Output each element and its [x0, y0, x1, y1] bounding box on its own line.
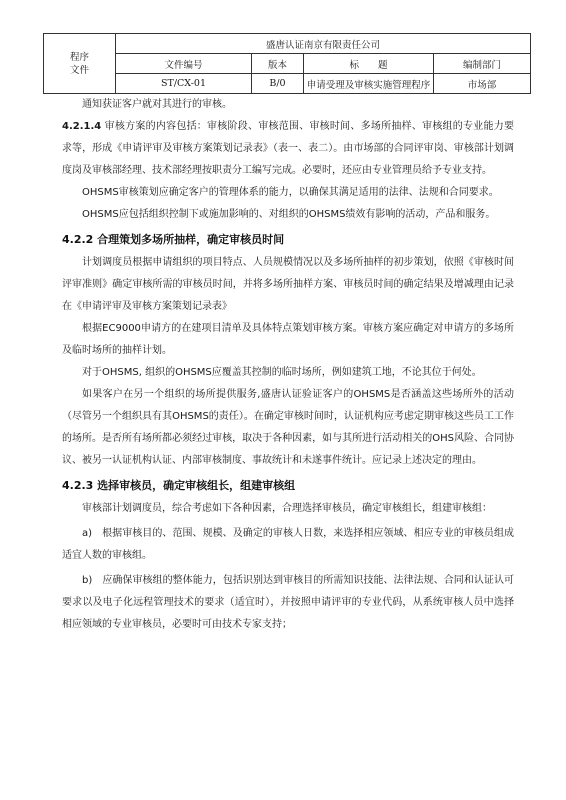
- department-value: 市场部: [434, 74, 531, 94]
- document-type-cell: [44, 34, 116, 94]
- paragraph: 通知获证客户就对其进行的审核。: [82, 99, 232, 110]
- paragraph: 如果客户在另一个组织的场所提供服务,盛唐认证验证客户的OHSMS是否涵盖这些场所外的活动（尽管另一个组织具有其OHSMS的责任）。在确定审核时间时，认证机构应考虑定期审核这些员工工作的场所。是否所有场所都必须经过审核，取决于各种因素，如与其所进行活动相关的OHS风险、合同协议、被另一认证机构认证、内部审核制度、事故统计和未遂事件统计。应记录上述决定的理由。: [62, 389, 514, 466]
- document-type-line1: 程序: [69, 51, 89, 63]
- paragraph: 对于OHSMS, 组织的OHSMS应覆盖其控制的临时场所，例如建筑工地，不论其位于何处。: [82, 367, 482, 378]
- version-value: B/0: [252, 74, 304, 94]
- file-number-value: ST/CX-01: [116, 74, 252, 94]
- col-header-title: 标 题: [304, 54, 434, 74]
- section-heading: 4.2.2 合理策划多场所抽样，确定审核员时间: [62, 233, 285, 246]
- list-item-a: a) 根据审核目的、范围、规模、及确定的审核人日数，来选择相应领域、相应专业的审核员组成适宜人数的审核组。: [62, 528, 514, 561]
- paragraph: 审核部计划调度员，综合考虑如下各种因素，合理选择审核员，确定审核组长，组建审核组：: [82, 503, 492, 514]
- document-type-line2: 文件: [69, 64, 89, 76]
- title-value: 申请受理及审核实施管理程序: [304, 74, 434, 94]
- col-header-department: 编制部门: [434, 54, 531, 74]
- paragraph: OHSMS审核策划应确定客户的管理体系的能力，以确保其满足适用的法律、法规和合同要求。: [82, 187, 499, 198]
- paragraph: OHSMS应包括组织控制下或施加影响的、对组织的OHSMS绩效有影响的活动，产品和服务。: [82, 209, 496, 220]
- list-item-b: b) 应确保审核组的整体能力，包括识别达到审核目的所需知识技能、法律法规、合同和认证认可要求以及电子化远程管理技术的要求（适宜时），并按照申请评审的专业代码，从系统审核人员中选择相应领域的专业审核员，必要时可由技术专家支持；: [62, 575, 514, 630]
- paragraph: 根据EC9000申请方的在建项目清单及具体特点策划审核方案。审核方案应确定对申请方的多场所及临时场所的抽样计划。: [62, 323, 514, 356]
- company-name: 盛唐认证南京有限责任公司: [116, 34, 531, 54]
- paragraph-4-2-1-4: [62, 116, 514, 182]
- document-body: [62, 94, 514, 636]
- document-header-table: [43, 33, 531, 94]
- col-header-file-number: 文件编号: [116, 54, 252, 74]
- col-header-version: 版本: [252, 54, 304, 74]
- clause-number: 4.2.1.4: [62, 121, 102, 132]
- paragraph-text: 审核方案的内容包括：审核阶段、审核范围、审核时间、多场所抽样、审核组的专业能力要求等，形成《申请评审及审核方案策划记录表》（表一、表二）。由市场部的合同评审岗、审核部计划调度岗及审核部经理、技术部经理按职责分工编写完成。必要时，还应由专业管理员给予专业支持。: [62, 121, 514, 176]
- paragraph: 计划调度员根据申请组织的项目特点、人员规模情况以及多场所抽样的初步策划，依照《审核时间评审准则》确定审核所需的审核员时间，并将多场所抽样方案、审核员时间的确定结果及增减理由记录在《申请评审及审核方案策划记录表》: [62, 257, 514, 312]
- section-heading: 4.2.3 选择审核员，确定审核组长，组建审核组: [62, 479, 296, 492]
